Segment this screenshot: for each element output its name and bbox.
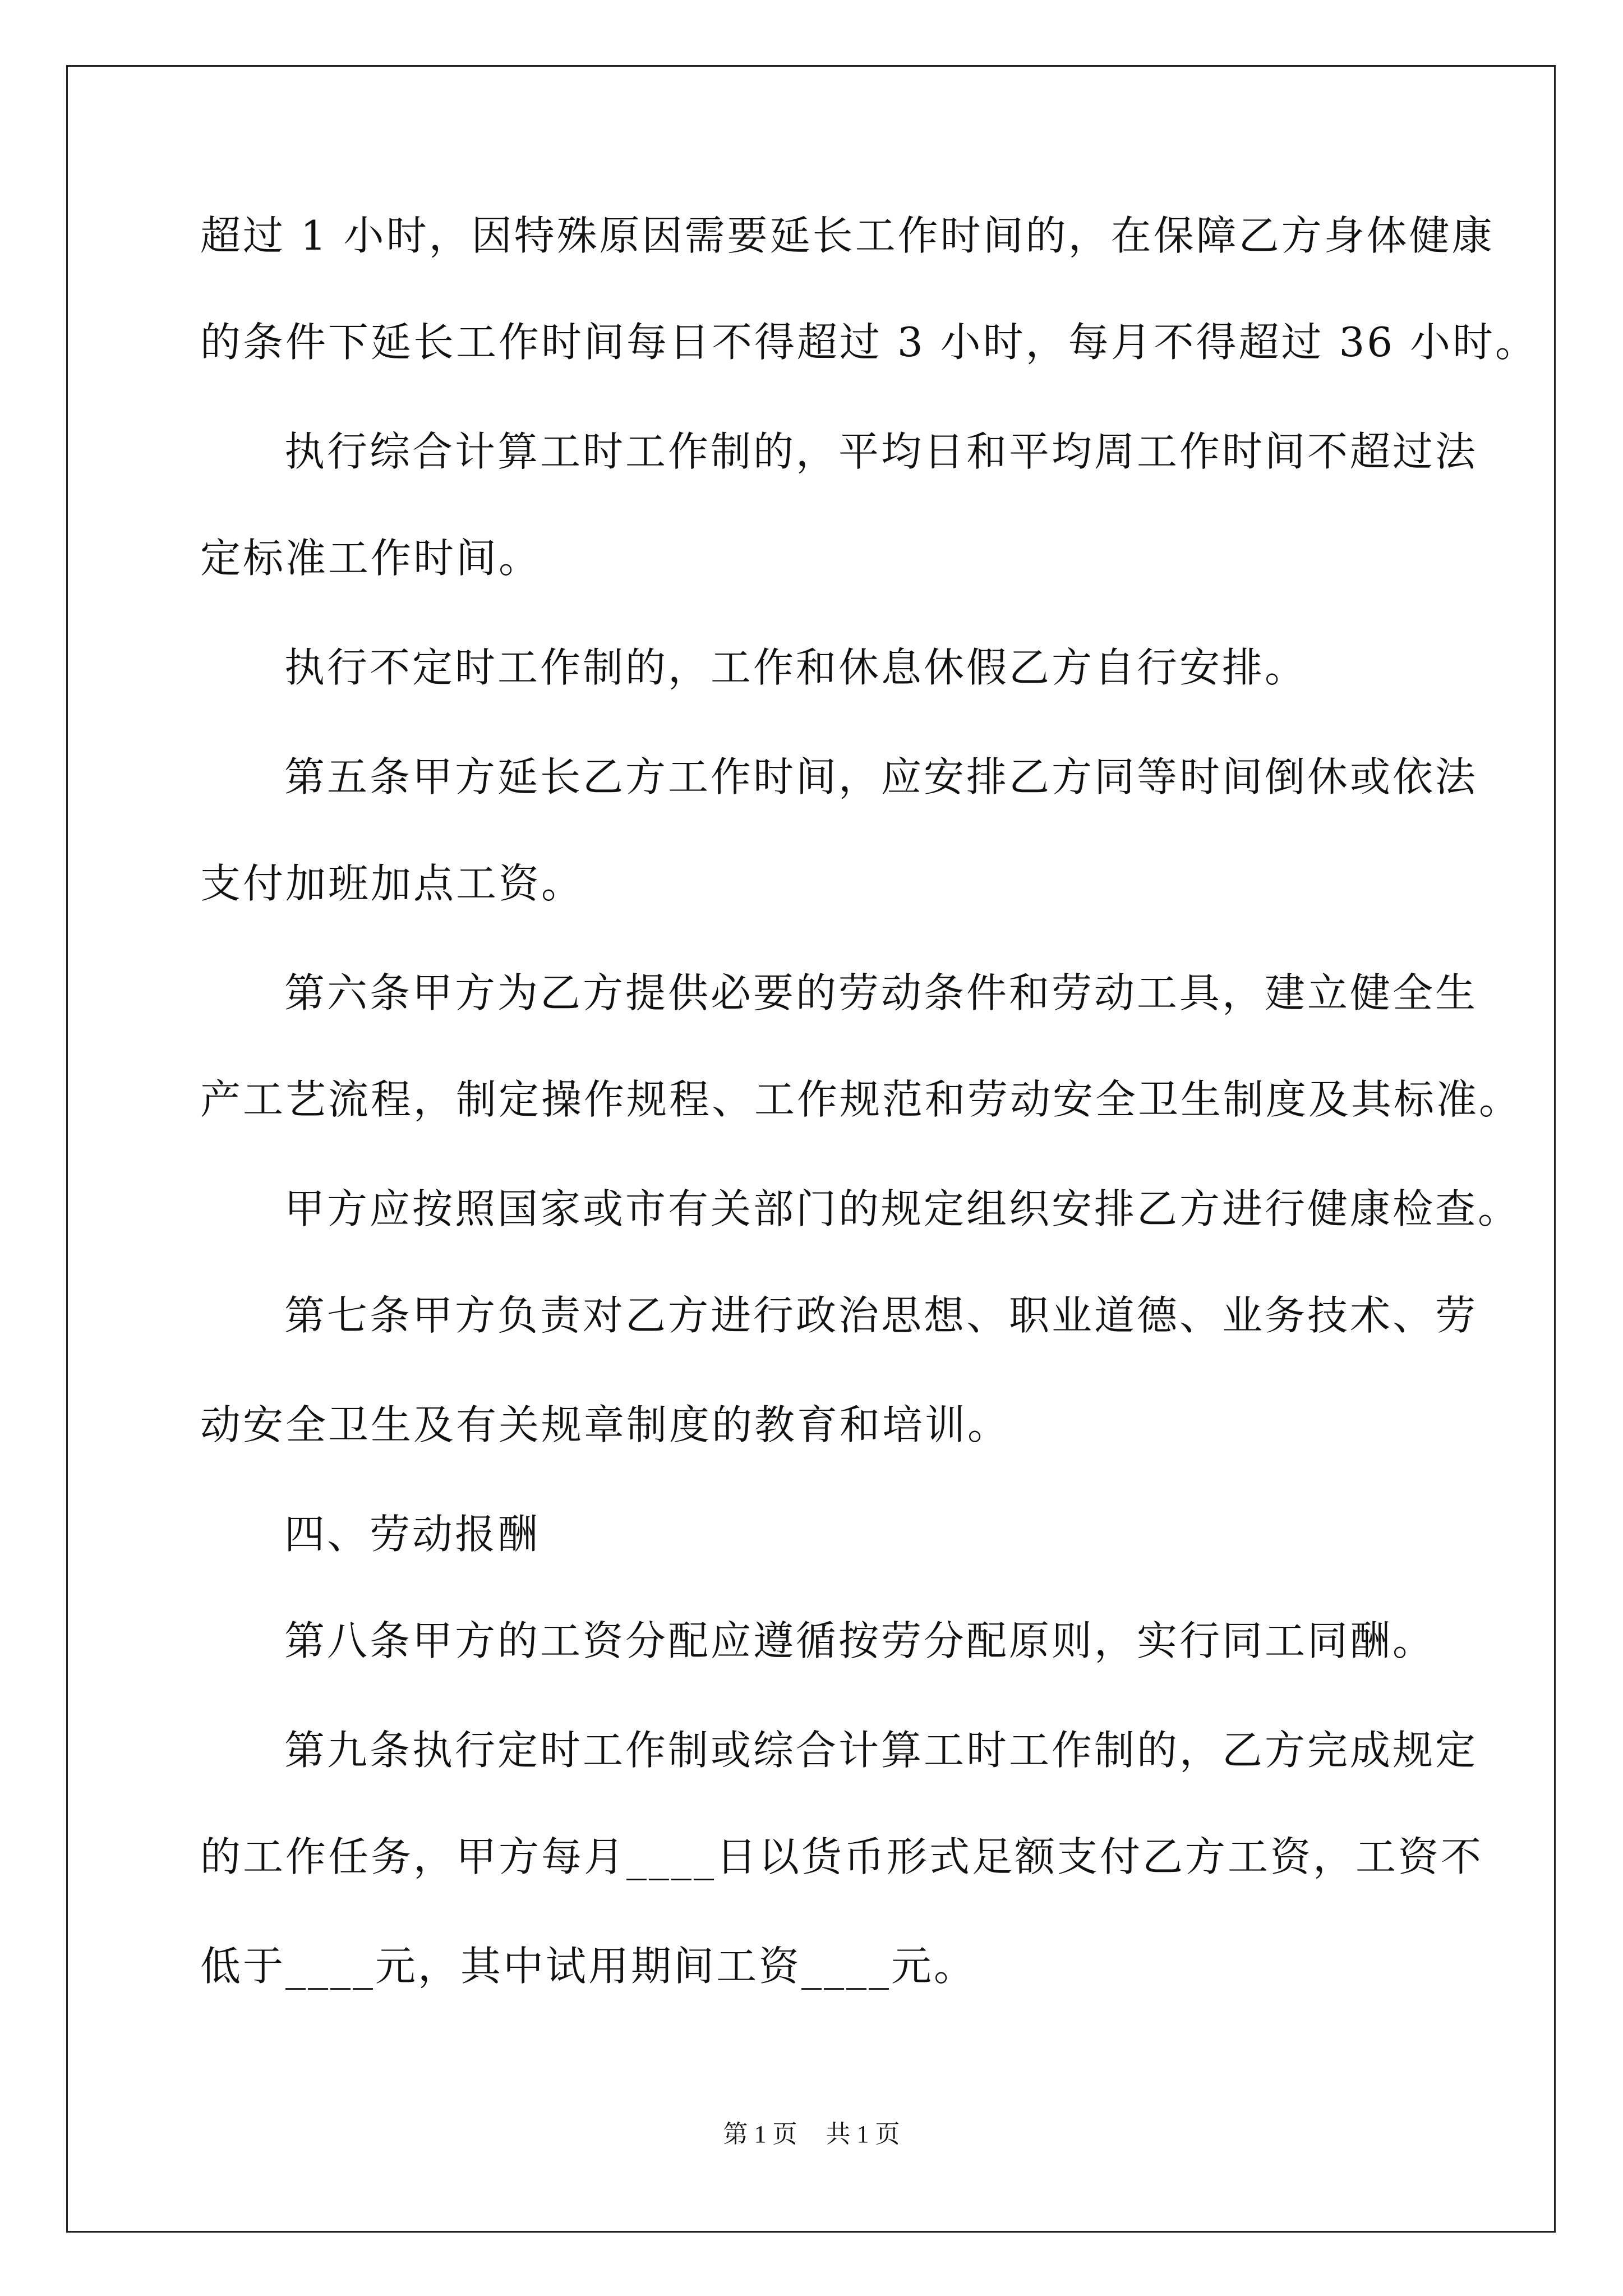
text-line: 定标准工作时间。 (200, 535, 542, 582)
page-number: 第 1 页 (723, 2120, 797, 2148)
page-footer (0, 2118, 1623, 2151)
text-line: 执行综合计算工时工作制的，平均日和平均周工作时间不超过法 (284, 428, 1478, 475)
text-line: 第五条甲方延长乙方工作时间，应安排乙方同等时间倒休或依法 (284, 753, 1478, 800)
text-line: 动安全卫生及有关规章制度的教育和培训。 (200, 1401, 1011, 1448)
text-line: 第八条甲方的工资分配应遵循按劳分配原则，实行同工同酬。 (284, 1617, 1436, 1664)
section-heading: 四、劳动报酬 (284, 1511, 541, 1558)
text-line: 第七条甲方负责对乙方进行政治思想、职业道德、业务技术、劳 (284, 1292, 1478, 1339)
text-line: 第六条甲方为乙方提供必要的劳动条件和劳动工具，建立健全生 (284, 969, 1478, 1016)
text-line: 的工作任务，甲方每月____日以货币形式足额支付乙方工资，工资不 (200, 1833, 1484, 1880)
text-line: 第九条执行定时工作制或综合计算工时工作制的，乙方完成规定 (284, 1727, 1478, 1774)
page-total: 共 1 页 (826, 2120, 900, 2148)
page-border (66, 65, 1556, 2233)
text-line: 低于____元，其中试用期间工资____元。 (200, 1943, 977, 1990)
text-line: 超过 1 小时，因特殊原因需要延长工作时间的，在保障乙方身体健康 (200, 212, 1495, 259)
text-line: 支付加班加点工资。 (200, 860, 584, 907)
text-line: 甲方应按照国家或市有关部门的规定组织安排乙方进行健康检查。 (284, 1185, 1521, 1232)
text-line: 的条件下延长工作时间每日不得超过 3 小时，每月不得超过 36 小时。 (200, 319, 1538, 366)
text-line: 执行不定时工作制的，工作和休息休假乙方自行安排。 (284, 644, 1308, 691)
text-line: 产工艺流程，制定操作规程、工作规范和劳动安全卫生制度及其标准。 (200, 1076, 1522, 1123)
